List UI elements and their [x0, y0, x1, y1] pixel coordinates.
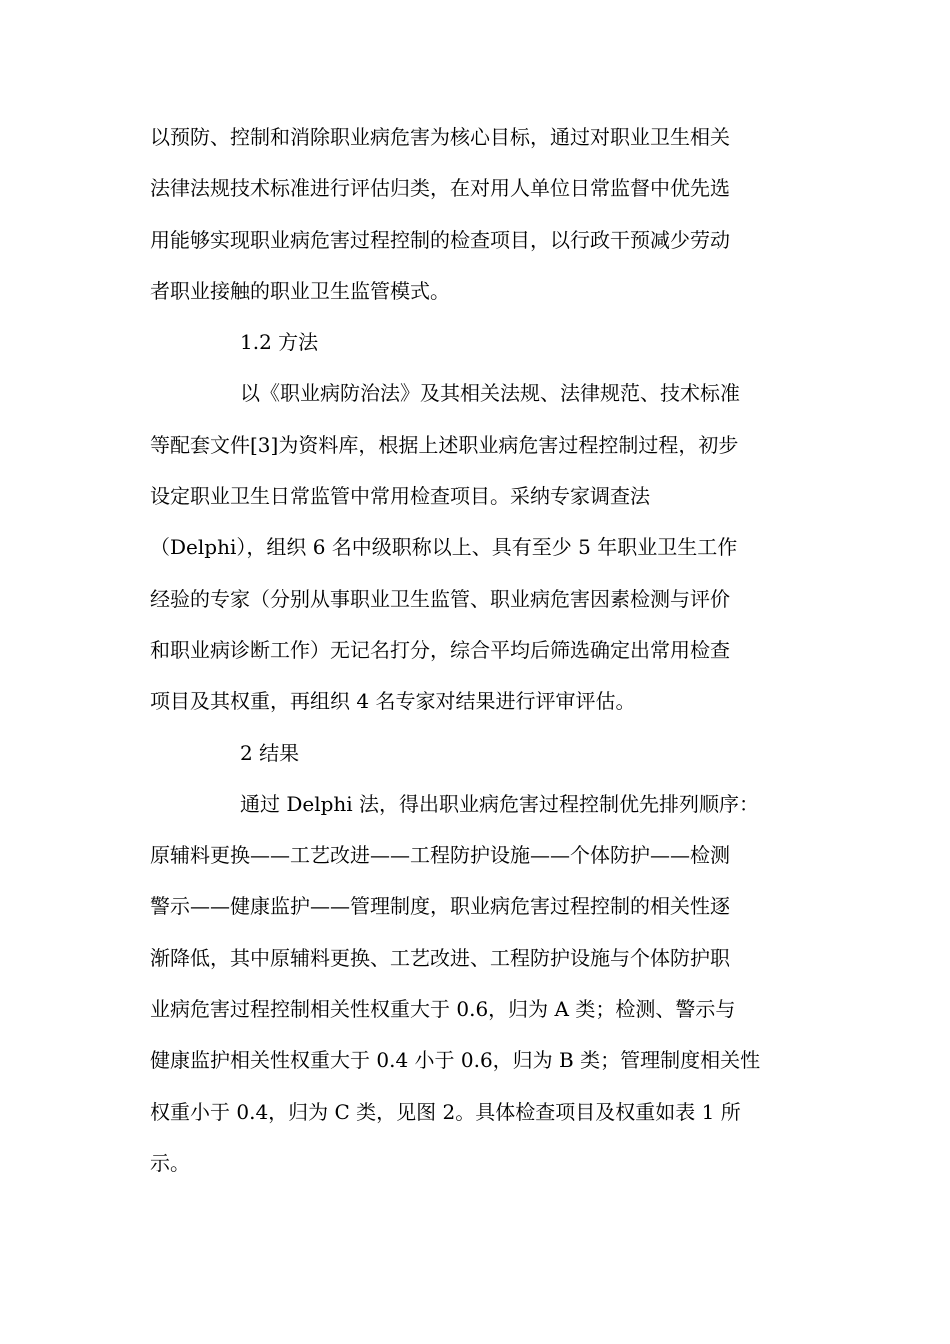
document-body: [150, 112, 806, 1189]
paragraph-line-19: 健康监护相关性权重大于 0.4 小于 0.6，归为 B 类；管理制度相关性: [150, 1048, 761, 1073]
paragraph-line-12: 项目及其权重，再组织 4 名专家对结果进行评审评估。: [150, 689, 636, 714]
paragraph-line-1: 以预防、控制和消除职业病危害为核心目标，通过对职业卫生相关: [150, 125, 730, 149]
paragraph-line-4: 者职业接触的职业卫生监管模式。: [150, 278, 450, 303]
paragraph-line-9: （Delphi），组织 6 名中级职称以上、具有至少 5 年职业卫生工作: [150, 535, 738, 560]
paragraph-line-14: 通过 Delphi 法，得出职业病危害过程控制优先排列顺序：: [240, 791, 760, 816]
paragraph-line-6: 以《职业病防治法》及其相关法规、法律规范、技术标准: [240, 381, 740, 406]
paragraph-line-16: 警示——健康监护——管理制度，职业病危害过程控制的相关性逐: [150, 894, 730, 919]
paragraph-line-8: 设定职业卫生日常监管中常用检查项目。采纳专家调查法: [150, 484, 650, 509]
paragraph-line-15: 原辅料更换——工艺改进——工程防护设施——个体防护——检测: [150, 843, 730, 868]
paragraph-line-7: 等配套文件[3]为资料库，根据上述职业病危害过程控制过程，初步: [150, 432, 739, 457]
section-heading-methods: 1.2 方法: [240, 330, 319, 355]
paragraph-line-18: 业病危害过程控制相关性权重大于 0.6，归为 A 类；检测、警示与: [150, 997, 736, 1022]
paragraph-line-17: 渐降低，其中原辅料更换、工艺改进、工程防护设施与个体防护职: [150, 945, 730, 970]
paragraph-line-3: 用能够实现职业病危害过程控制的检查项目，以行政干预减少劳动: [150, 227, 730, 252]
paragraph-line-10: 经验的专家（分别从事职业卫生监管、职业病危害因素检测与评价: [150, 586, 730, 611]
paragraph-line-21: 示。: [150, 1150, 190, 1175]
paragraph-line-2: 法律法规技术标准进行评估归类，在对用人单位日常监督中优先选: [150, 176, 730, 201]
paragraph-line-20: 权重小于 0.4，归为 C 类，见图 2。具体检查项目及权重如表 1 所: [150, 1099, 741, 1124]
paragraph-line-11: 和职业病诊断工作）无记名打分，综合平均后筛选确定出常用检查: [150, 637, 730, 662]
section-heading-results: 2 结果: [240, 740, 300, 765]
